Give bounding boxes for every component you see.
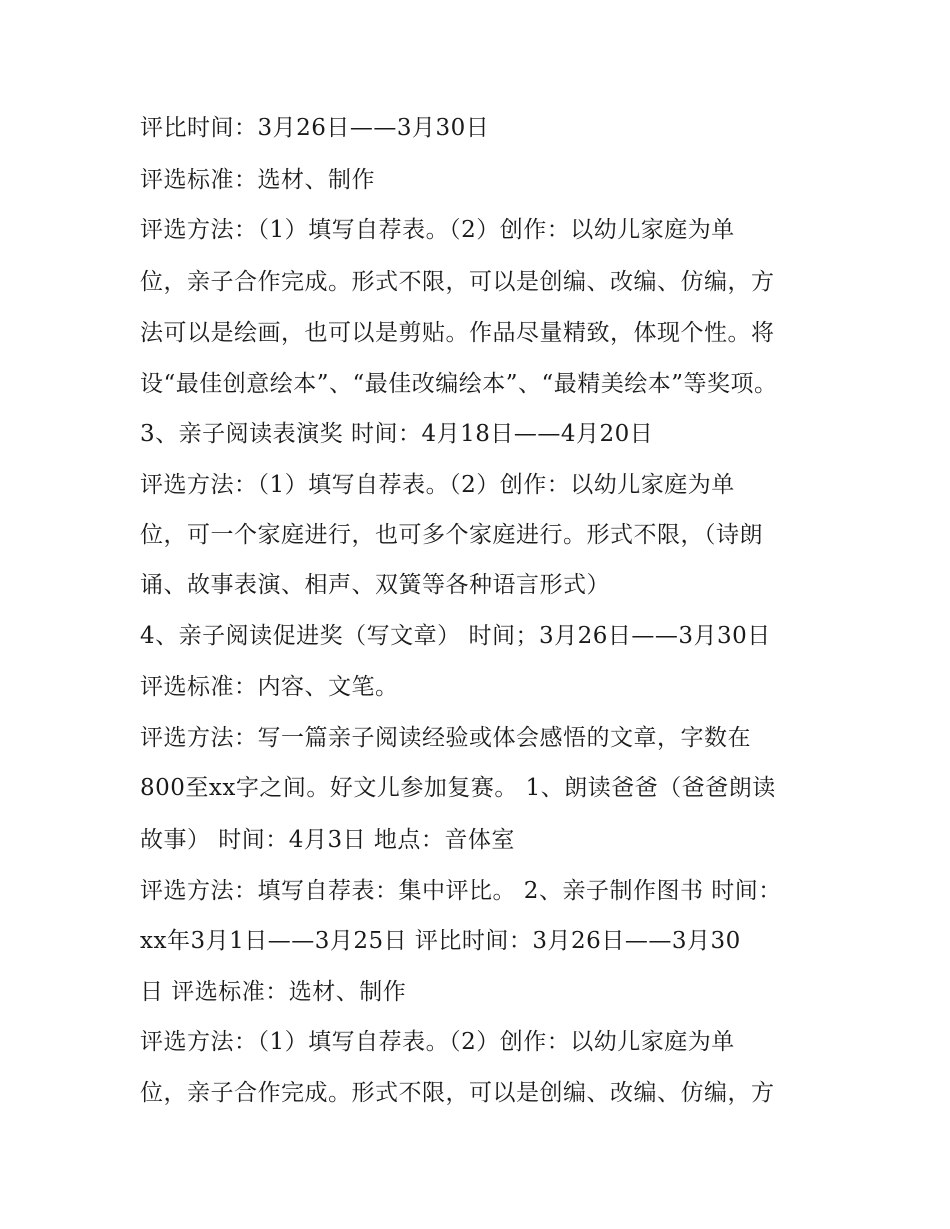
text-line: 评选方法：（1）填写自荐表。（2）创作：以幼儿家庭为单 — [140, 217, 735, 243]
text-line: 法可以是绘画，也可以是剪贴。作品尽量精致，体现个性。将 — [140, 320, 775, 346]
text-line: xx年3月1日——3月25日 评比时间：3月26日——3月30 — [140, 928, 741, 954]
text-line: 800至xx字之间。好文儿参加复赛。 1、朗读爸爸（爸爸朗读 — [140, 775, 776, 801]
text-line: 评选方法：填写自荐表：集中评比。 2、亲子制作图书 时间： — [140, 878, 782, 904]
text-line: 4、亲子阅读促进奖（写文章） 时间；3月26日——3月30日 — [140, 623, 771, 649]
text-line: 评选标准：内容、文笔。 — [140, 674, 399, 700]
text-line: 3、亲子阅读表演奖 时间：4月18日——4月20日 — [140, 421, 654, 447]
text-line: 位，亲子合作完成。形式不限，可以是创编、改编、仿编，方 — [140, 269, 775, 295]
text-line: 位，亲子合作完成。形式不限，可以是创编、改编、仿编，方 — [140, 1080, 775, 1106]
text-line: 设“最佳创意绘本”、“最佳改编绘本”、“最精美绘本”等奖项。 — [140, 371, 778, 397]
text-line: 评选方法：写一篇亲子阅读经验或体会感悟的文章，字数在 — [140, 725, 751, 751]
text-line: 评选方法：（1）填写自荐表。（2）创作：以幼儿家庭为单 — [140, 472, 735, 498]
text-line: 日 评选标准：选材、制作 — [140, 979, 407, 1005]
text-line: 评选方法：（1）填写自荐表。（2）创作：以幼儿家庭为单 — [140, 1029, 735, 1055]
text-line: 评选标准：选材、制作 — [140, 167, 375, 193]
text-line: 评比时间：3月26日——3月30日 — [140, 115, 490, 141]
text-line: 位，可一个家庭进行，也可多个家庭进行。形式不限，（诗朗 — [140, 522, 763, 548]
text-line: 诵、故事表演、相声、双簧等各种语言形式） — [140, 572, 610, 598]
text-line: 故事） 时间：4月3日 地点：音体室 — [140, 827, 515, 853]
